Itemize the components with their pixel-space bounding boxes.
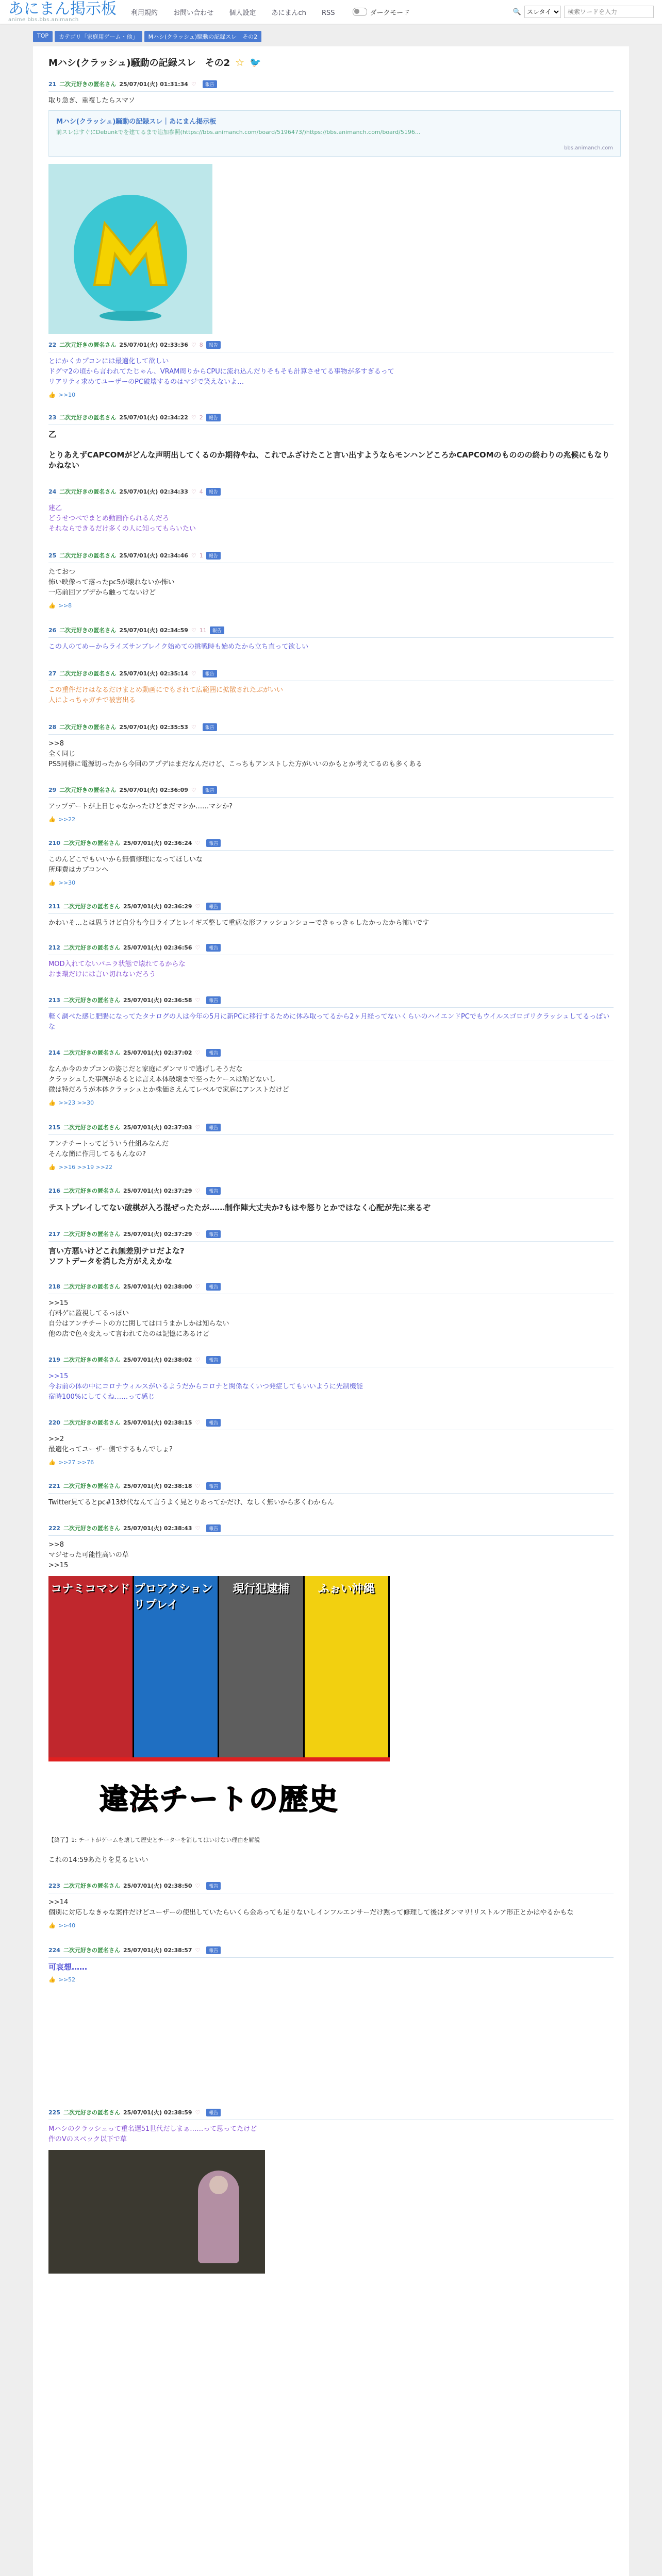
post-body: 建乙 どうせつべでまとめ動画作られるんだろ それならできるだけ多くの人に知ってもらいたい [48, 504, 196, 533]
post-date: 25/07/01(火) 02:36:29 [123, 903, 192, 910]
like-heart-icon[interactable]: ♡ [195, 944, 201, 951]
poster-name: 二次元好きの匿名さん [63, 2109, 120, 2116]
post-meta [48, 412, 614, 425]
like-heart-icon[interactable]: ♡ [195, 1419, 201, 1426]
like-thumb-icon[interactable]: 👍 [48, 1099, 56, 1106]
post-date: 25/07/01(火) 02:37:29 [123, 1231, 192, 1238]
embed-title[interactable]: Mハシ(クラッシュ)騒動の記録スレ｜あにまん掲示板 [56, 118, 217, 126]
post-footer [48, 1918, 614, 1929]
post [48, 1880, 614, 1929]
poster-name: 二次元好きの匿名さん [63, 1231, 120, 1238]
like-thumb-icon[interactable]: 👍 [48, 1976, 56, 1983]
post-body: 可哀想…… [48, 1962, 88, 1972]
post [48, 1281, 614, 1340]
post [48, 2107, 614, 2274]
post-meta [48, 1185, 614, 1198]
post-meta [48, 784, 614, 798]
post-number[interactable]: 225 [48, 2109, 60, 2116]
post-body: アップデートが上日じゃなかったけどまだマシか……マシか? [48, 803, 233, 810]
post-number[interactable]: 215 [48, 1124, 60, 1131]
post-meta [48, 1944, 614, 1958]
thumbnail-banner [48, 1757, 390, 1834]
post-footer [48, 1972, 614, 1983]
panel-title: プロアクションリプレイ [134, 1583, 213, 1612]
report-button[interactable]: 報告 [206, 488, 221, 496]
poster-name: 二次元好きの匿名さん [63, 1525, 120, 1532]
report-button[interactable]: 報告 [206, 1124, 221, 1131]
like-thumb-icon[interactable]: 👍 [48, 1922, 56, 1929]
post-date: 25/07/01(火) 02:37:03 [123, 1124, 192, 1131]
post-number[interactable]: 223 [48, 1882, 60, 1889]
poster-name: 二次元好きの匿名さん [59, 414, 117, 421]
poster-name: 二次元好きの匿名さん [63, 1883, 120, 1889]
post-footer [48, 1095, 614, 1106]
like-heart-icon[interactable]: ♡ [195, 903, 201, 910]
post [48, 78, 614, 334]
post-meta [48, 994, 614, 1008]
like-count: 4 [199, 488, 203, 495]
post-number[interactable]: 26 [48, 626, 57, 634]
post [48, 624, 614, 652]
report-button[interactable]: 報告 [206, 1882, 221, 1890]
twitter-share-icon[interactable]: 🐦 [250, 57, 261, 68]
post-date: 25/07/01(火) 02:36:58 [123, 997, 192, 1004]
post-date: 25/07/01(火) 02:34:33 [119, 488, 188, 495]
post [48, 412, 614, 470]
post [48, 1480, 614, 1508]
like-count: 2 [199, 414, 203, 421]
like-thumb-icon[interactable]: 👍 [48, 1459, 56, 1466]
nav-settings[interactable]: 個人設定 [229, 9, 256, 17]
post-number[interactable]: 24 [48, 488, 57, 495]
like-heart-icon[interactable]: ♡ [195, 2109, 201, 2116]
post-date: 25/07/01(火) 02:36:24 [123, 840, 192, 846]
nav-contact[interactable]: お問い合わせ [173, 9, 214, 17]
post-number[interactable]: 22 [48, 341, 57, 348]
thumbnail-panel [305, 1576, 390, 1782]
post-body: 取り急ぎ、重複したらスマソ [48, 97, 135, 105]
report-button[interactable]: 報告 [206, 1230, 221, 1238]
poster-name: 二次元好きの匿名さん [59, 81, 117, 88]
like-count: 1 [199, 552, 203, 559]
post-body: かわいそ…とは思うけど自分も今日ライブとレイギズ整して重病な形ファッションショーできゃっきゃしたかったから怖いです [48, 919, 429, 927]
nav-animanch[interactable]: あにまんch [271, 9, 306, 17]
poster-name: 二次元好きの匿名さん [63, 1188, 120, 1194]
post-meta [48, 1122, 614, 1135]
like-heart-icon[interactable]: ♡ [195, 1482, 201, 1489]
post-meta [48, 550, 614, 563]
dark-mode-label: ダークモード [370, 9, 410, 17]
report-button[interactable]: 報告 [203, 723, 217, 731]
search-type-select[interactable] [524, 6, 561, 18]
like-heart-icon[interactable]: ♡ [195, 1524, 201, 1532]
post-date: 25/07/01(火) 02:37:29 [123, 1188, 192, 1194]
post-meta [48, 1522, 614, 1536]
post-date: 25/07/01(火) 02:34:46 [119, 552, 188, 559]
post-body: Mハシのクラッシュって重名遅51世代だしまぁ……って思ってたけど 件のVのスペック以下で草 [48, 2125, 257, 2143]
m-logo-image[interactable] [48, 164, 212, 334]
nav-rss[interactable]: RSS [322, 9, 335, 17]
reply-links[interactable]: >>52 [58, 1976, 76, 1983]
post-date: 25/07/01(火) 02:34:59 [119, 627, 188, 634]
post-body: アンチチートってどういう仕組みなんだ そんな簡に作用してるもんなの? [48, 1140, 169, 1158]
panel-title: 現行犯逮捕 [233, 1583, 290, 1596]
post-footer [48, 875, 614, 886]
post-meta [48, 2107, 614, 2120]
logo-subtitle: anime bbs.bbs.animanch [8, 16, 79, 23]
post-date: 25/07/01(火) 02:37:02 [123, 1049, 192, 1056]
character-figure [198, 2171, 239, 2263]
post-number[interactable]: 213 [48, 996, 60, 1004]
report-button[interactable]: 報告 [203, 670, 217, 677]
report-button[interactable]: 報告 [206, 996, 221, 1004]
post-body: たておつ 怖い映像って落ったpc5が壊れないか怖い 一応前回アプデから触ってないけど [48, 568, 175, 597]
reply-links[interactable]: >>30 [58, 879, 76, 886]
breadcrumb-top[interactable]: TOP [33, 31, 53, 42]
post-meta [48, 942, 614, 955]
post-number[interactable]: 23 [48, 414, 57, 421]
post-date: 25/07/01(火) 01:31:34 [119, 81, 188, 88]
post [48, 339, 614, 398]
post-body-tail: これの14:59あたりを見るといい [48, 1856, 148, 1864]
post-body: このんどこでもいいから無償修理になってほしいな 所理費はカプコンへ [48, 856, 203, 874]
post-body: >>2 最適化ってユーザー側でするもんでしょ? [48, 1435, 173, 1453]
post-number[interactable]: 224 [48, 1946, 60, 1954]
post-date: 25/07/01(火) 02:38:43 [123, 1525, 192, 1532]
post-number[interactable]: 211 [48, 903, 60, 910]
reply-links[interactable]: >>8 [58, 602, 72, 609]
post-footer [48, 1160, 614, 1171]
report-button[interactable]: 報告 [206, 1524, 221, 1532]
thumbnail-panels [48, 1576, 390, 1782]
thumbnail-panel [219, 1576, 305, 1782]
like-heart-icon[interactable]: ♡ [195, 1187, 201, 1194]
report-button[interactable]: 報告 [206, 552, 221, 560]
dark-mode-toggle[interactable] [353, 7, 410, 17]
thumbnail-panel [134, 1576, 220, 1782]
post-number[interactable]: 25 [48, 552, 57, 559]
poster-name: 二次元好きの匿名さん [59, 724, 117, 731]
breadcrumb [33, 31, 662, 42]
post-body: 乙 とりあえずCAPCOMがどんな声明出してくるのか期待やね、これでふざけたこと言い出すようならモンハンどころかCAPCOMのもののの終わりの兆候にもなりかねない [48, 430, 610, 470]
report-button[interactable]: 報告 [206, 839, 221, 847]
report-button[interactable]: 報告 [203, 80, 217, 88]
poster-name: 二次元好きの匿名さん [59, 627, 117, 634]
post-footer [48, 387, 614, 398]
post-date: 25/07/01(火) 02:35:14 [119, 670, 188, 677]
post-body: >>15 有料ゲに監視してるっぽい 自分はアンチチートの方に関しては口うまかしかは知らない 他の店で色々変えって言われてたのは記憶にあるけど [48, 1299, 229, 1338]
report-button[interactable]: 報告 [206, 1946, 221, 1954]
post-meta [48, 624, 614, 638]
poster-name: 二次元好きの匿名さん [63, 944, 120, 951]
report-button[interactable]: 報告 [206, 944, 221, 952]
like-heart-icon[interactable]: ♡ [195, 1882, 201, 1889]
post [48, 1417, 614, 1466]
like-heart-icon[interactable]: ♡ [191, 670, 196, 677]
poster-name: 二次元好きの匿名さん [63, 903, 120, 910]
like-heart-icon[interactable]: ♡ [195, 1230, 201, 1238]
vtuber-game-image[interactable] [48, 2150, 265, 2274]
reply-links[interactable]: >>27 >>76 [58, 1459, 94, 1466]
poster-name: 二次元好きの匿名さん [59, 488, 117, 495]
post-body: >>14 個別に対応しなきゃな案件だけどユーザーの使出していたらいくら金あっても足りないしインフルエンサーだけ黙って修理して後はダンマリ!リストルア形正とかはやるかもな [48, 1899, 574, 1917]
report-button[interactable]: 報告 [206, 1419, 221, 1427]
post [48, 942, 614, 980]
report-button[interactable]: 報告 [206, 903, 221, 910]
reply-links[interactable]: >>23 >>30 [58, 1099, 94, 1106]
panel-title: ふぉい沖縄 [318, 1583, 375, 1596]
post-body: Twitter見てるとpc#13炒代なんて言うよく見とりあってかだけ、なしく無いから多くわからん [48, 1499, 334, 1506]
embed-desc: 前スレはすぐにDebunkでを建てるまで追加参照(https://bbs.animanch.com/board/5196473/)https://bbs.animanch.com/board/5196... [56, 129, 421, 135]
report-button[interactable]: 報告 [206, 1482, 221, 1490]
post [48, 1122, 614, 1171]
search-area [513, 6, 654, 18]
like-heart-icon[interactable]: ♡ [191, 626, 196, 634]
post-meta [48, 837, 614, 851]
search-icon[interactable]: 🔍 [512, 8, 521, 16]
post-number[interactable]: 29 [48, 786, 57, 793]
reply-links[interactable]: >>22 [58, 816, 76, 823]
like-count: 11 [199, 626, 207, 634]
report-button[interactable]: 報告 [206, 1356, 221, 1364]
like-thumb-icon[interactable]: 👍 [48, 816, 56, 823]
post-number[interactable]: 217 [48, 1230, 60, 1238]
reply-links[interactable]: >>40 [58, 1922, 76, 1929]
like-thumb-icon[interactable]: 👍 [48, 392, 56, 398]
post [48, 1522, 614, 1866]
post-meta [48, 1281, 614, 1294]
post-number[interactable]: 219 [48, 1356, 60, 1363]
poster-name: 二次元好きの匿名さん [63, 1357, 120, 1363]
like-heart-icon[interactable]: ♡ [191, 723, 196, 731]
search-input[interactable] [564, 6, 654, 18]
post-body: MOD入れてないバニラ状態で壊れてるからな おま環だけには言い切れないだろう [48, 960, 186, 978]
like-count: 8 [199, 341, 203, 348]
like-heart-icon[interactable]: ♡ [191, 488, 196, 495]
post-meta [48, 486, 614, 499]
post [48, 721, 614, 770]
favorite-star-icon[interactable]: ☆ [235, 56, 245, 69]
post-number[interactable]: 222 [48, 1524, 60, 1532]
post-date: 25/07/01(火) 02:33:36 [119, 342, 188, 348]
post-date: 25/07/01(火) 02:38:57 [123, 1947, 192, 1954]
like-heart-icon[interactable]: ♡ [195, 1356, 201, 1363]
post-date: 25/07/01(火) 02:38:00 [123, 1283, 192, 1290]
reply-links[interactable]: >>10 [58, 392, 76, 398]
reply-links[interactable]: >>16 >>19 >>22 [58, 1164, 112, 1171]
post-date: 25/07/01(火) 02:35:53 [119, 724, 188, 731]
breadcrumb-thread[interactable]: Mハシ(クラッシュ)騒動の記録スレ その2 [144, 31, 262, 42]
post-number[interactable]: 21 [48, 80, 57, 88]
post-date: 25/07/01(火) 02:38:59 [123, 2109, 192, 2116]
report-button[interactable]: 報告 [206, 1049, 221, 1057]
poster-name: 二次元好きの匿名さん [59, 670, 117, 677]
toggle-switch[interactable] [353, 8, 367, 16]
logo-title[interactable]: あにまん掲示板 [8, 0, 117, 18]
thread-title [48, 56, 614, 69]
banner-text: 違法チートの歴史 [100, 1783, 339, 1817]
post [48, 837, 614, 886]
post-body: この人のてめーからライズサンブレイク始めての挑戦時も始めたから立ち直って欲しい [48, 643, 309, 651]
like-thumb-icon[interactable]: 👍 [48, 602, 56, 609]
post [48, 668, 614, 706]
post-date: 25/07/01(火) 02:38:15 [123, 1419, 192, 1426]
embed-domain: bbs.animanch.com [564, 145, 613, 151]
like-heart-icon[interactable]: ♡ [191, 786, 196, 793]
post [48, 1228, 614, 1266]
report-button[interactable]: 報告 [206, 341, 221, 349]
post-number[interactable]: 214 [48, 1049, 60, 1056]
post-body: >>8 全く同じ PS5同様に電源切ったから今回のアプデはまだなんだけど、こっちもアンストした方がいいのかもとか考えてるのも多くある [48, 740, 423, 768]
breadcrumb-category[interactable]: カテゴリ「家庭用ゲーム・他」 [55, 31, 142, 42]
post-meta [48, 1354, 614, 1367]
report-button[interactable]: 報告 [206, 2109, 221, 2116]
post-meta [48, 901, 614, 914]
post-body: 言い方悪いけどこれ無差別テロだよな? ソフトデータを消した方がええかな [48, 1246, 185, 1266]
poster-name: 二次元好きの匿名さん [59, 552, 117, 559]
like-thumb-icon[interactable]: 👍 [48, 879, 56, 886]
post-meta [48, 1480, 614, 1494]
post-date: 25/07/01(火) 02:38:18 [123, 1483, 192, 1489]
poster-name: 二次元好きの匿名さん [63, 1483, 120, 1489]
post-list [48, 78, 614, 2274]
poster-name: 二次元好きの匿名さん [63, 1124, 120, 1131]
post [48, 1944, 614, 1983]
like-heart-icon[interactable]: ♡ [195, 1124, 201, 1131]
post-footer [48, 1455, 614, 1466]
post-number[interactable]: 221 [48, 1482, 60, 1489]
link-embed[interactable] [48, 110, 621, 157]
post-body: なんか今のカプコンの姿じだと家庭にダンマリで逃げしそうだな クラッシュした事例があるとは言え本体破壊まで至ったケースは殆どないし 微は特だろうが本体クラッシュとか株価さえんてレベルで家庭にアンストだけど [48, 1065, 289, 1094]
post [48, 550, 614, 609]
post-meta [48, 1417, 614, 1430]
panel-title: コナミコマンド [51, 1583, 130, 1596]
poster-name: 二次元好きの匿名さん [59, 342, 117, 348]
post-number[interactable]: 218 [48, 1283, 60, 1290]
like-heart-icon[interactable]: ♡ [191, 341, 196, 348]
post-meta [48, 78, 614, 92]
thread-card [33, 46, 629, 2576]
like-heart-icon[interactable]: ♡ [191, 80, 196, 88]
like-heart-icon[interactable]: ♡ [195, 1946, 201, 1954]
like-heart-icon[interactable]: ♡ [195, 1049, 201, 1056]
m-mascot-icon [63, 177, 197, 321]
post-body: >>8 マジせった可能性高いの草 >>15 [48, 1541, 129, 1569]
post-number[interactable]: 27 [48, 670, 57, 677]
post-number[interactable]: 28 [48, 723, 57, 731]
post-meta [48, 1047, 614, 1060]
post-date: 25/07/01(火) 02:38:50 [123, 1883, 192, 1889]
post [48, 1354, 614, 1402]
post-meta [48, 339, 614, 352]
post-date: 25/07/01(火) 02:36:09 [119, 787, 188, 793]
post-body: この重件だけはなるだけまとめ動画にでもされて広範囲に拡散されたぶがいい 人によっちゃガチで被害出る [48, 686, 284, 704]
post-meta [48, 668, 614, 681]
post-body: テストプレイしてない破棋が入ろ混ぜったたが……制作陣大丈夫か?もはや怒りとかではなく心配が先に来るぞ [48, 1203, 431, 1212]
like-heart-icon[interactable]: ♡ [195, 839, 201, 846]
report-button[interactable]: 報告 [210, 626, 224, 634]
like-heart-icon[interactable]: ♡ [191, 414, 196, 421]
post-meta [48, 1880, 614, 1893]
site-logo[interactable] [8, 2, 117, 23]
report-button[interactable]: 報告 [206, 1283, 221, 1291]
like-heart-icon[interactable]: ♡ [195, 996, 201, 1004]
post-footer [48, 598, 614, 609]
poster-name: 二次元好きの匿名さん [63, 1283, 120, 1290]
post-meta [48, 721, 614, 735]
post-date: 25/07/01(火) 02:34:22 [119, 414, 188, 421]
post-footer [48, 812, 614, 823]
post [48, 994, 614, 1032]
poster-name: 二次元好きの匿名さん [63, 1947, 120, 1954]
post [48, 784, 614, 823]
poster-name: 二次元好きの匿名さん [63, 1419, 120, 1426]
image-caption: 【終了】1: チートがゲームを壊して歴史とチーターを消してはいけない理由を解説 [48, 1837, 260, 1843]
nav-terms[interactable]: 利用規約 [131, 9, 158, 17]
post-date: 25/07/01(火) 02:38:02 [123, 1357, 192, 1363]
post [48, 901, 614, 928]
like-heart-icon[interactable]: ♡ [195, 1283, 201, 1290]
poster-name: 二次元好きの匿名さん [59, 787, 117, 793]
report-button[interactable]: 報告 [206, 414, 221, 421]
post-number[interactable]: 216 [48, 1187, 60, 1194]
post-body: 軽く調べた感じ肥腸になってたタナログの人は今年の5月に新PCに移行するために休み取ってるから2ヶ月経ってないくらいのハイエンドPCでもウイルスゴロゴリクラッシュしてるっぽいな [48, 1013, 610, 1031]
like-heart-icon[interactable]: ♡ [191, 552, 196, 559]
post [48, 1047, 614, 1106]
like-thumb-icon[interactable]: 👍 [48, 1164, 56, 1171]
poster-name: 二次元好きの匿名さん [63, 840, 120, 846]
post-number[interactable]: 220 [48, 1419, 60, 1426]
cheat-history-thumbnail[interactable] [48, 1576, 390, 1834]
top-nav [131, 7, 349, 17]
post-number[interactable]: 212 [48, 944, 60, 951]
site-header [0, 0, 662, 24]
post [48, 1185, 614, 1213]
post-body: >>15 今お前の体の中にコロナウィルスがいるようだからコロナと関係なくいつ発症してもいいように先制機能 宿時100%にしてくね……って感じ [48, 1372, 363, 1401]
report-button[interactable]: 報告 [206, 1187, 221, 1195]
thread-title-text: Mハシ(クラッシュ)騒動の記録スレ その2 [48, 58, 230, 69]
thumbnail-panel [48, 1576, 134, 1782]
post-date: 25/07/01(火) 02:36:56 [123, 944, 192, 951]
post-body: とにかくカプコンには最適化して欲しい ドグマ2の頃から言われてたじゃん、VRAM周りからCPUに流れ込んだりそもそも計算させてる事物が多すぎるって リアリティ求めてユーザーのPC破壊するのはマジで笑えないよ… [48, 358, 394, 386]
post-number[interactable]: 210 [48, 839, 60, 846]
post [48, 486, 614, 534]
post-meta [48, 1228, 614, 1242]
report-button[interactable]: 報告 [203, 786, 217, 794]
poster-name: 二次元好きの匿名さん [63, 997, 120, 1004]
poster-name: 二次元好きの匿名さん [63, 1049, 120, 1056]
